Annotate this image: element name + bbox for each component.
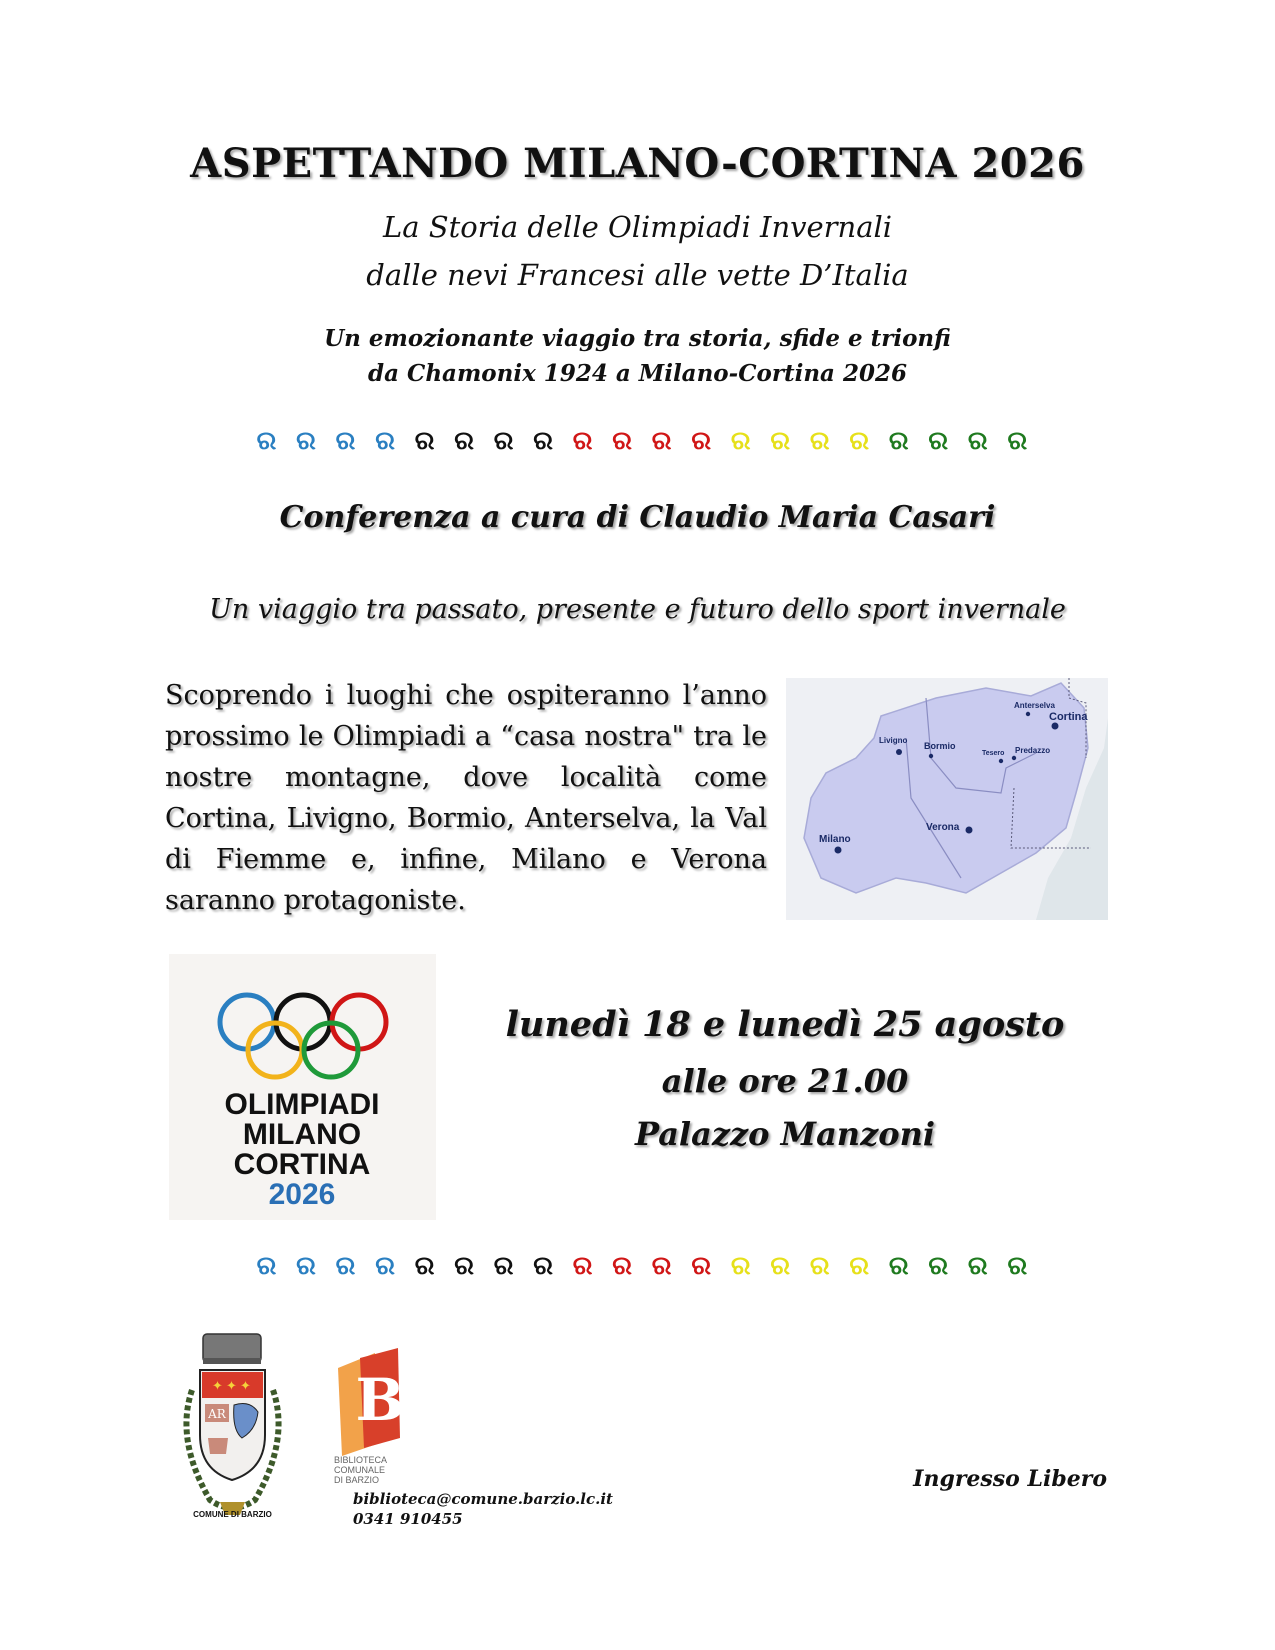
entry-note: Ingresso Libero <box>913 1466 1107 1492</box>
map-label-livigno: Livigno <box>879 736 908 745</box>
contact-phone: 0341 910455 <box>353 1510 463 1528</box>
map-dot-tesero <box>999 759 1003 763</box>
map-dot-cortina <box>1052 723 1059 730</box>
page-title: ASPETTANDO MILANO-CORTINA 2026 <box>190 140 1085 187</box>
map-label-cortina: Cortina <box>1049 711 1088 723</box>
ornament-glyph-icon: ର <box>493 1250 514 1281</box>
subtitle-line-1: La Storia delle Olimpiadi Invernali <box>382 210 893 244</box>
map-dot-verona <box>966 827 973 834</box>
map-label-predazzo: Predazzo <box>1015 746 1051 755</box>
crest-initials: AR <box>208 1407 226 1421</box>
ornament-glyph-icon: ର <box>888 1250 909 1281</box>
ornament-glyph-icon: ର <box>296 1250 316 1281</box>
ornament-glyph-icon: ର <box>691 425 712 456</box>
conference-speaker: Conferenza a cura di Claudio Maria Casari <box>279 500 996 535</box>
map-dot-livigno <box>896 749 902 755</box>
ornament-glyph-icon: ର <box>849 425 870 456</box>
ornament-glyph-icon: ର <box>375 425 395 456</box>
ornament-glyph-icon: ର <box>256 425 277 456</box>
ornament-glyph-icon: ର <box>572 425 593 456</box>
ornament-glyph-icon: ର <box>375 1250 395 1281</box>
map-dot-bormio <box>929 754 933 758</box>
ornament-glyph-icon: ର <box>770 1250 791 1281</box>
ornament-glyph-icon: ର <box>849 1250 870 1281</box>
tagline-line-1: Un emozionante viaggio tra storia, sfide e trionfi <box>324 325 951 352</box>
map-label-tesero: Tesero <box>982 750 1005 757</box>
map-label-bormio: Bormio <box>924 741 956 751</box>
olympic-venues-map <box>786 678 1108 920</box>
ornament-glyph-icon: ର <box>612 1250 632 1281</box>
ornament-glyph-icon: ର <box>335 425 356 456</box>
conference-tagline: Un viaggio tra passato, presente e futuro dello sport invernale <box>209 594 1066 625</box>
biblioteca-label-line2: COMUNALE <box>334 1465 386 1475</box>
map-dot-milano <box>835 847 842 854</box>
event-dates: lunedì 18 e lunedì 25 agosto <box>505 1004 1065 1045</box>
ornament-glyph-icon: ର <box>967 1250 988 1281</box>
ornament-glyph-icon: ର <box>493 425 514 456</box>
ornament-glyph-icon: ର <box>928 425 949 456</box>
ornament-divider-top <box>247 424 1037 458</box>
ornament-glyph-icon: ର <box>296 425 316 456</box>
tagline-line-2: da Chamonix 1924 a Milano-Cortina 2026 <box>368 360 907 387</box>
ornament-glyph-icon: ର <box>730 1250 751 1281</box>
map-dot-predazzo <box>1012 756 1016 760</box>
crest-star-1: ✦ <box>212 1379 223 1394</box>
ornament-glyph-icon: ର <box>454 425 474 456</box>
map-dot-anterselva <box>1026 712 1030 716</box>
comune-label: COMUNE DI BARZIO <box>193 1510 272 1519</box>
event-time: alle ore 21.00 <box>661 1062 909 1100</box>
ornament-glyph-icon: ର <box>1007 425 1028 456</box>
ornament-glyph-icon: ର <box>770 425 791 456</box>
ornament-glyph-icon: ର <box>414 425 435 456</box>
logo-text-olimpiadi: OLIMPIADI <box>224 1088 380 1121</box>
logo-text-cortina: CORTINA <box>233 1148 371 1181</box>
ornament-glyph-icon: ର <box>888 425 909 456</box>
book-letter: B <box>355 1366 405 1434</box>
logo-text-year: 2026 <box>268 1178 336 1211</box>
crest-crown <box>203 1334 261 1362</box>
logo-text-milano: MILANO <box>242 1118 362 1151</box>
crest-crown-base <box>203 1358 261 1364</box>
ornament-glyph-icon: ର <box>572 1250 593 1281</box>
crest-star-3: ✦ <box>240 1379 251 1394</box>
ornament-glyph-icon: ର <box>454 1250 474 1281</box>
ornament-glyph-icon: ର <box>928 1250 949 1281</box>
ornament-glyph-icon: ର <box>1007 1250 1028 1281</box>
biblioteca-label-line1: BIBLIOTECA <box>334 1455 388 1465</box>
ornament-glyph-icon: ର <box>809 425 830 456</box>
subtitle-line-2: dalle nevi Francesi alle vette D’Italia <box>366 258 909 292</box>
ornament-divider-bottom <box>247 1249 1037 1283</box>
contact-email[interactable]: biblioteca@comune.barzio.lc.it <box>353 1490 613 1508</box>
comune-crest-icon <box>170 1330 295 1530</box>
map-label-anterselva: Anterselva <box>1014 701 1055 710</box>
ornament-glyph-icon: ର <box>809 1250 830 1281</box>
ornament-glyph-icon: ର <box>730 425 751 456</box>
ornament-glyph-icon: ର <box>256 1250 277 1281</box>
ornament-glyph-icon: ର <box>335 1250 356 1281</box>
ornament-glyph-icon: ର <box>691 1250 712 1281</box>
biblioteca-label <box>334 1455 424 1485</box>
ornament-glyph-icon: ର <box>533 425 553 456</box>
ornament-glyph-icon: ର <box>967 425 988 456</box>
description-paragraph: Scoprendo i luoghi che ospiteranno l’anno prossimo le Olimpiadi a “casa nostra" tra le nostre montagne, dove località come Cortina, Livigno, Bormio, Anterselva, la Val di Fiemme e, infine, Milano e Verona saranno protagoniste. <box>165 680 767 916</box>
ornament-glyph-icon: ର <box>414 1250 435 1281</box>
map-label-verona: Verona <box>926 822 960 833</box>
ornament-glyph-icon: ର <box>651 1250 672 1281</box>
crest-animal <box>208 1438 228 1454</box>
ornament-glyph-icon: ର <box>533 1250 553 1281</box>
olympic-milano-cortina-logo <box>169 954 436 1220</box>
biblioteca-label-line3: DI BARZIO <box>334 1475 380 1485</box>
ornament-glyph-icon: ର <box>651 425 672 456</box>
map-label-milano: Milano <box>819 834 851 845</box>
crest-star-2: ✦ <box>226 1379 237 1394</box>
event-venue: Palazzo Manzoni <box>634 1115 935 1153</box>
olympic-rings-icon <box>220 995 386 1077</box>
ornament-glyph-icon: ର <box>612 425 632 456</box>
